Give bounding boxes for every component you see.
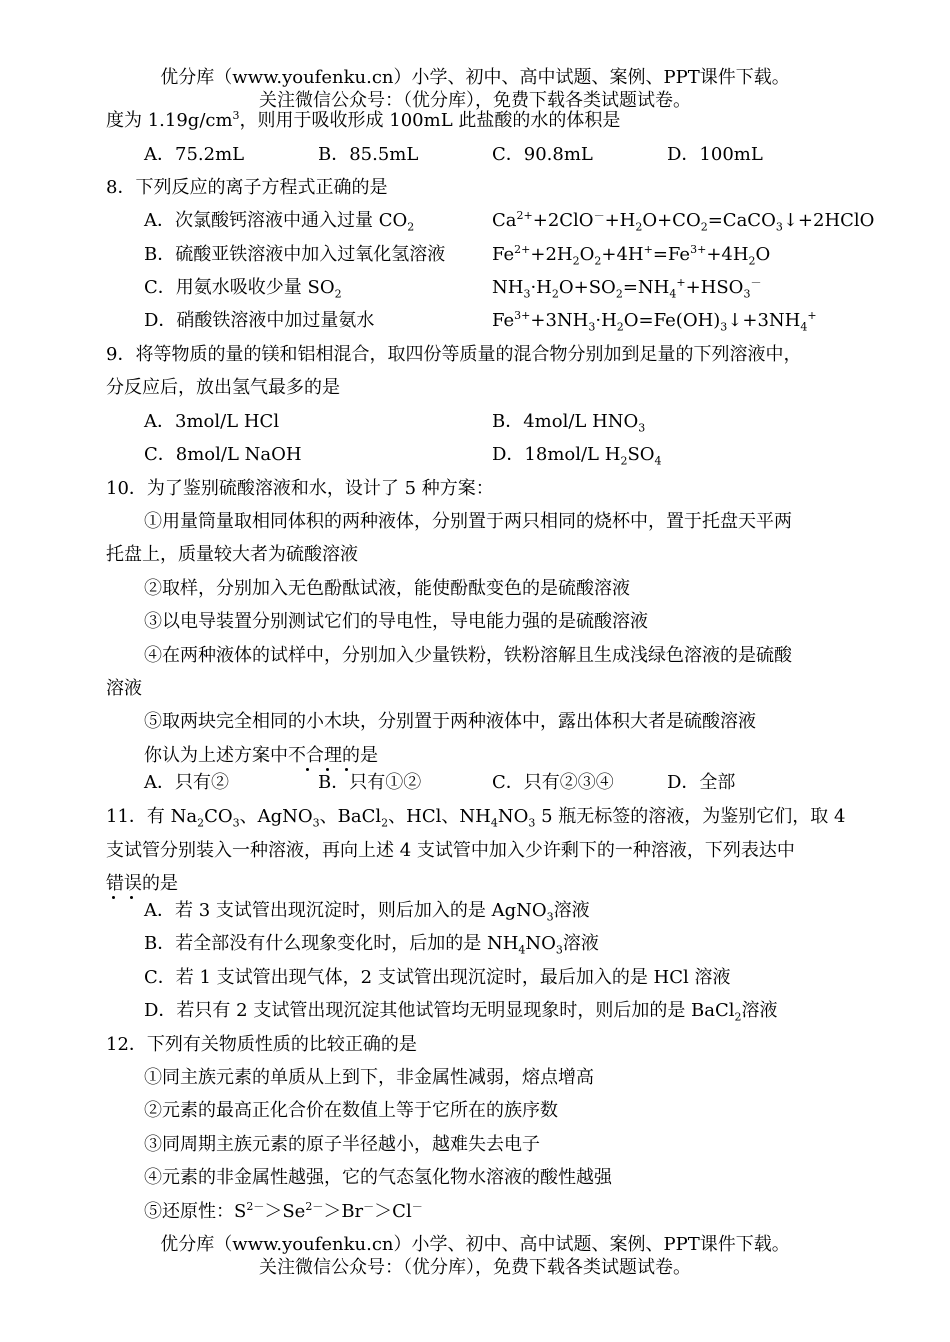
q10-plan-4b: 溶液	[106, 678, 142, 699]
footer-line-2: 关注微信公众号：（优分库），免费下载各类试题试卷。	[259, 1257, 691, 1278]
q12-statement-2: ②元素的最高正化合价在数值上等于它所在的族序数	[144, 1100, 558, 1121]
q12-statement-5: ⑤还原性：$S^{2-}>Se^{2-}>Br^->Cl^-$	[144, 1200, 423, 1222]
footer-line-1: 优分库（www.youfenku.cn）小学、初中、高中试题、案例、PPT课件下载。	[160, 1234, 790, 1255]
q9-option-b: B．4mol/L $HNO_3$	[492, 411, 646, 435]
q8-option-c: C．用氨水吸收少量 $SO_2$	[144, 277, 342, 301]
q10-stem: 10．为了鉴别硫酸溶液和水，设计了 5 种方案：	[106, 478, 494, 499]
q8-equation-d: $Fe^{3+}+3NH_3\cdot H_2O=Fe(OH)_3↓+3NH_4^+$	[492, 309, 817, 334]
q10-option-c: C．只有②③④	[492, 772, 614, 793]
q11-option-c: C．若 1 支试管出现气体，2 支试管出现沉淀时，最后加入的是 HCl 溶液	[144, 967, 731, 988]
q10-option-a: A．只有②	[144, 772, 229, 793]
q8-equation-a: $Ca^{2+}+2ClO^-+H_2O+CO_2=CaCO_3↓+2HClO$	[492, 209, 875, 234]
emphasis-dot	[112, 896, 115, 899]
q12-statement-3: ③同周期主族元素的原子半径越小，越难失去电子	[144, 1134, 540, 1155]
q12-statement-4: ④元素的非金属性越强，它的气态氢化物水溶液的酸性越强	[144, 1167, 612, 1188]
q8-option-a: A．次氯酸钙溶液中通入过量 $CO_2$	[144, 210, 415, 234]
q7-option-c: C．90.8mL	[492, 144, 593, 165]
q8-option-d: D．硝酸铁溶液中加过量氨水	[144, 310, 375, 331]
q11-option-d: D．若只有 2 支试管出现沉淀其他试管均无明显现象时，则后加的是 BaCl$_2$溶液	[144, 1000, 778, 1024]
q12-stem: 12．下列有关物质性质的比较正确的是	[106, 1034, 417, 1055]
q11-stem-1: 11．有 $Na_2CO_3$、AgNO$_3$、BaCl$_2$、HCl、$NH_4NO_3$ 5 瓶无标签的溶液，为鉴别它们，取 4	[106, 806, 846, 830]
q8-equation-c: $NH_3\cdot H_2O+SO_2=NH_4^++HSO_3^-$	[492, 276, 762, 301]
q10-option-b: B．只有①②	[318, 772, 422, 793]
q7-option-d: D．100mL	[667, 144, 763, 165]
q10-plan-5: ⑤取两块完全相同的小木块，分别置于两种液体中，露出体积大者是硫酸溶液	[144, 711, 756, 732]
q9-stem-1: 9．将等物质的量的镁和铝相混合，取四份等质量的混合物分别加到足量的下列溶液中，	[106, 344, 802, 365]
q12-statement-1: ①同主族元素的单质从上到下，非金属性减弱，熔点增高	[144, 1067, 594, 1088]
q7-option-b: B．85.5mL	[318, 144, 419, 165]
emphasis-dot	[326, 768, 329, 771]
q10-question: 你认为上述方案中不合理的是	[144, 745, 378, 766]
q9-stem-2: 分反应后，放出氢气最多的是	[106, 377, 340, 398]
emphasis-dot	[345, 768, 348, 771]
q10-plan-4a: ④在两种液体的试样中，分别加入少量铁粉，铁粉溶解且生成浅绿色溶液的是硫酸	[144, 645, 792, 666]
q10-plan-2: ②取样，分别加入无色酚酞试液，能使酚酞变色的是硫酸溶液	[144, 578, 630, 599]
q10-plan-1a: ①用量筒量取相同体积的两种液体，分别置于两只相同的烧杯中，置于托盘天平两	[144, 511, 792, 532]
q9-option-d: D．18mol/L $H_2SO_4$	[492, 444, 662, 468]
q7-option-a: A．75.2mL	[144, 144, 245, 165]
q10-option-d: D．全部	[667, 772, 736, 793]
q8-equation-b: $Fe^{2+}+2H_2O_2+4H^+=Fe^{3+}+4H_2O$	[492, 243, 771, 268]
q10-plan-1b: 托盘上，质量较大者为硫酸溶液	[106, 544, 358, 565]
q11-option-a: A．若 3 支试管出现沉淀时，则后加入的是 AgNO$_3$溶液	[144, 900, 590, 924]
q9-option-a: A．3mol/L HCl	[144, 411, 280, 432]
q10-plan-3: ③以电导装置分别测试它们的导电性，导电能力强的是硫酸溶液	[144, 611, 648, 632]
header-line-2: 关注微信公众号：（优分库），免费下载各类试题试卷。	[259, 90, 691, 111]
emphasis-dot	[130, 896, 133, 899]
q8-stem: 8．下列反应的离子方程式正确的是	[106, 177, 388, 198]
q9-option-c: C．8mol/L NaOH	[144, 444, 302, 465]
q8-option-b: B．硫酸亚铁溶液中加入过氧化氢溶液	[144, 244, 446, 265]
q11-stem-2: 支试管分别装入一种溶液，再向上述 4 支试管中加入少许剩下的一种溶液，下列表达中	[106, 840, 795, 861]
header-line-1: 优分库（www.youfenku.cn）小学、初中、高中试题、案例、PPT课件下载。	[160, 67, 790, 88]
emphasis-dot	[306, 768, 309, 771]
q11-stem-3: 错误的是	[106, 873, 178, 894]
q11-option-b: B．若全部没有什么现象变化时，后加的是 $NH_4NO_3$溶液	[144, 933, 599, 957]
q7-continuation: 度为 $1.19g/cm^3$，则用于吸收形成 100mL 此盐酸的水的体积是	[106, 109, 621, 131]
